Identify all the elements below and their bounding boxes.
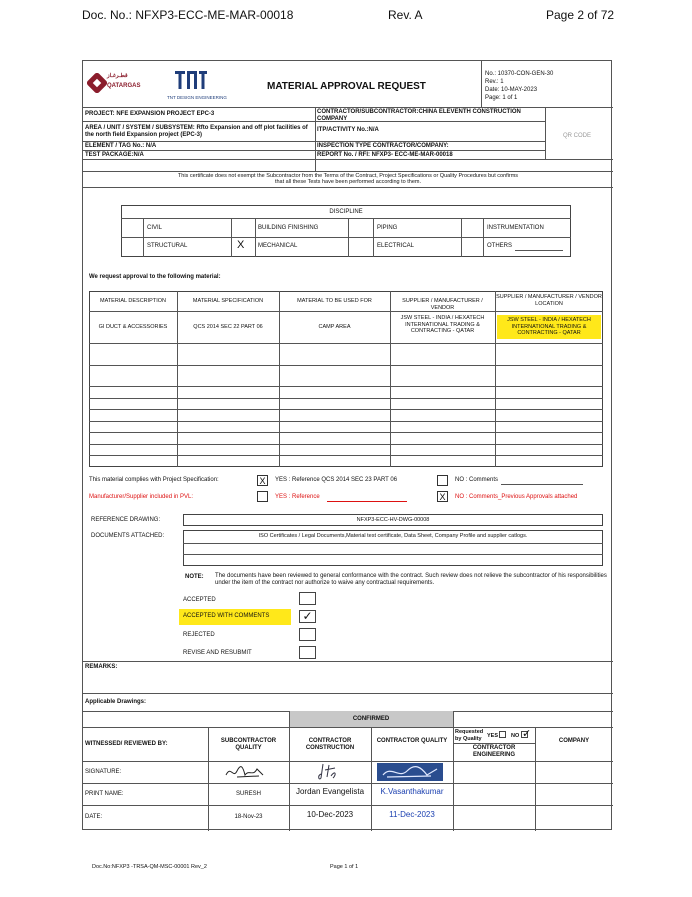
- report-no: REPORT No. / RFI: NFXP3- ECC-ME-MAR-00018: [317, 152, 453, 158]
- name-suresh: SURESH: [235, 791, 261, 797]
- discipline-electrical: ELECTRICAL: [377, 243, 415, 249]
- no-label: NO: [511, 733, 520, 739]
- cell-description: GI DUCT & ACCESSORIES: [98, 324, 168, 330]
- drawing-label: REFERENCE DRAWING:: [91, 517, 161, 523]
- date-label: DATE:: [85, 814, 103, 820]
- disclaimer-1: This certificate does not exempt the Subcontractor from the Terms of the Contract, Project Specifications or Quality Procedures but confirms: [177, 173, 519, 179]
- signature-vasanthakumar: [377, 763, 443, 781]
- footer-doc-no: Doc.No:NFXP3 -TRSA-QM-MSC-00001 Rev_2: [92, 864, 207, 870]
- date-suresh: 18-Nov-23: [234, 814, 263, 820]
- spec-yes: YES : Reference QCS 2014 SEC 23 PART 06: [275, 477, 398, 483]
- header-description: MATERIAL DESCRIPTION: [99, 298, 166, 304]
- option-rejected: REJECTED: [183, 632, 215, 638]
- cell-location: JSW STEEL - INDIA / HEXATECH INTERNATIONAL TRADING & CONTRACTING - QATAR: [497, 315, 601, 339]
- signature-suresh: [223, 763, 273, 781]
- project: PROJECT: NFE EXPANSION PROJECT EPC-3: [85, 111, 215, 117]
- spec-label: This material complies with Project Specification:: [89, 477, 219, 483]
- discipline-others: OTHERS: [487, 243, 513, 249]
- pvl-no-checkbox[interactable]: X: [437, 491, 448, 502]
- contractor-construction: CONTRACTOR CONSTRUCTION: [305, 738, 355, 751]
- form-rev: Rev.: 1: [485, 79, 504, 85]
- accepted-with-comments-checkbox[interactable]: ✓: [299, 610, 316, 623]
- form-title: MATERIAL APPROVAL REQUEST: [267, 81, 426, 92]
- header-location: SUPPLIER / MANUFACTURER / VENDOR LOCATION: [496, 294, 602, 307]
- discipline-building: BUILDING FINISHING: [258, 225, 319, 231]
- test-package: TEST PACKAGE:N/A: [85, 152, 144, 158]
- structural-mark: X: [237, 239, 245, 251]
- discipline-instrumentation: INSTRUMENTATION: [487, 225, 544, 231]
- cell-specification: QCS 2014 SEC 22 PART 06: [193, 324, 263, 330]
- spec-yes-checkbox[interactable]: X: [257, 475, 268, 486]
- header-specification: MATERIAL SPECIFICATION: [192, 298, 264, 304]
- docs-label: DOCUMENTS ATTACHED:: [91, 533, 165, 539]
- form-date: Date: 10-MAY-2023: [485, 87, 538, 93]
- date-jordan: 10-Dec-2023: [306, 810, 354, 819]
- pvl-no: NO : Comments_Previous Approvals attached: [455, 494, 578, 500]
- date-vasanthakumar: 11-Dec-2023: [389, 810, 435, 819]
- cell-supplier: JSW STEEL - INDIA / HEXATECH INTERNATIONAL TRADING & CONTRACTING - QATAR: [400, 315, 485, 334]
- pvl-yes-checkbox[interactable]: [257, 491, 268, 502]
- signature-jordan: [315, 762, 345, 782]
- area: AREA / UNIT / SYSTEM / SUBSYSTEM: Rfto Expansion and off plot facilities of the north field Expansion project (EPC-3): [85, 125, 308, 138]
- header-used-for: MATERIAL TO BE USED FOR: [297, 298, 372, 304]
- pvl-yes: YES : Reference: [275, 494, 320, 500]
- option-accepted: ACCEPTED: [183, 597, 216, 603]
- print-label: PRINT NAME:: [85, 791, 124, 797]
- note-label: NOTE:: [185, 574, 204, 580]
- note-text: The documents have been reviewed to general conformance with the contract. Such review does not relieve the subcontractor of his responsibilities under the item of the contract nor authorize to waive any contractual requirements.: [215, 573, 607, 586]
- drawing-value: NFXP3-ECC-HV-DWG-00008: [183, 514, 603, 526]
- drawings-label: Applicable Drawings:: [85, 699, 147, 705]
- request-text: We request approval to the following material:: [89, 274, 221, 280]
- remarks-label: REMARKS:: [85, 664, 118, 670]
- witnessed-label: WITNESSED/ REVIEWED BY:: [85, 741, 168, 747]
- itp: ITP/ACTIVITY No.:N/A: [317, 127, 379, 133]
- spec-no: NO : Comments: [455, 477, 499, 483]
- form-page: Page: 1 of 1: [485, 95, 518, 101]
- header-supplier: SUPPLIER / MANUFACTURER / VENDOR: [402, 298, 483, 311]
- revise-checkbox[interactable]: [299, 646, 316, 659]
- disclaimer-2: that all these Tests have been performed according to them.: [274, 179, 422, 185]
- qr-code: QR CODE: [563, 133, 592, 139]
- company: COMPANY: [558, 738, 590, 744]
- option-accepted-with-comments: ACCEPTED WITH COMMENTS: [179, 609, 291, 625]
- discipline-mechanical: MECHANICAL: [258, 243, 298, 249]
- qatargas-logo: قطـرغـاز QATARGAS: [87, 71, 151, 101]
- discipline-piping: PIPING: [377, 225, 398, 231]
- confirmed: CONFIRMED: [352, 716, 390, 722]
- footer-page: Page 1 of 1: [330, 864, 359, 870]
- yes-label: YES: [487, 733, 499, 739]
- requested-by-quality: Requested by Quality: [455, 729, 484, 742]
- yes-checkbox[interactable]: [499, 731, 506, 738]
- sub-quality: SUBCONTRACTOR QUALITY: [220, 738, 277, 751]
- name-vasanthakumar: K.Vasanthakumar: [380, 787, 444, 796]
- revision: Rev. A: [388, 8, 423, 22]
- tnt-logo: TNT DESIGN ENGINEERING: [167, 69, 223, 103]
- no-checkbox[interactable]: ✓: [522, 728, 532, 740]
- element-tag: ELEMENT / TAG No.: N/A: [85, 143, 157, 149]
- pvl-label: Manufacturer/Supplier included in PVL:: [89, 494, 194, 500]
- signature-label: SIGNATURE:: [85, 769, 122, 775]
- docs-value: ISO Certificates / Legal Documents,Material test certificate, Data Sheet, Company Profile and supplier catlogs.: [258, 533, 528, 539]
- contractor: CONTRACTOR/SUBCONTRACTOR:CHINA ELEVENTH CONSTRUCTION COMPANY: [317, 109, 521, 122]
- spec-no-checkbox[interactable]: [437, 475, 448, 486]
- inspection-type: INSPECTION TYPE CONTRACTOR/COMPANY:: [317, 143, 449, 149]
- form-sheet: [82, 60, 612, 830]
- accepted-checkbox[interactable]: [299, 592, 316, 605]
- contractor-engineering: CONTRACTOR ENGINEERING: [472, 745, 516, 758]
- discipline-title: DISCIPLINE: [329, 209, 363, 215]
- discipline-structural: STRUCTURAL: [147, 243, 188, 249]
- doc-number: Doc. No.: NFXP3-ECC-ME-MAR-00018: [82, 8, 294, 22]
- page-number: Page 2 of 72: [546, 8, 615, 22]
- option-revise: REVISE AND RESUBMIT: [183, 650, 252, 656]
- discipline-civil: CIVIL: [147, 225, 163, 231]
- rejected-checkbox[interactable]: [299, 628, 316, 641]
- contractor-quality: CONTRACTOR QUALITY: [376, 738, 448, 744]
- name-jordan: Jordan Evangelista: [295, 787, 365, 796]
- form-no: No.: 10370-CON-GEN-30: [485, 71, 554, 77]
- cell-used-for: CAMP AREA: [318, 324, 351, 330]
